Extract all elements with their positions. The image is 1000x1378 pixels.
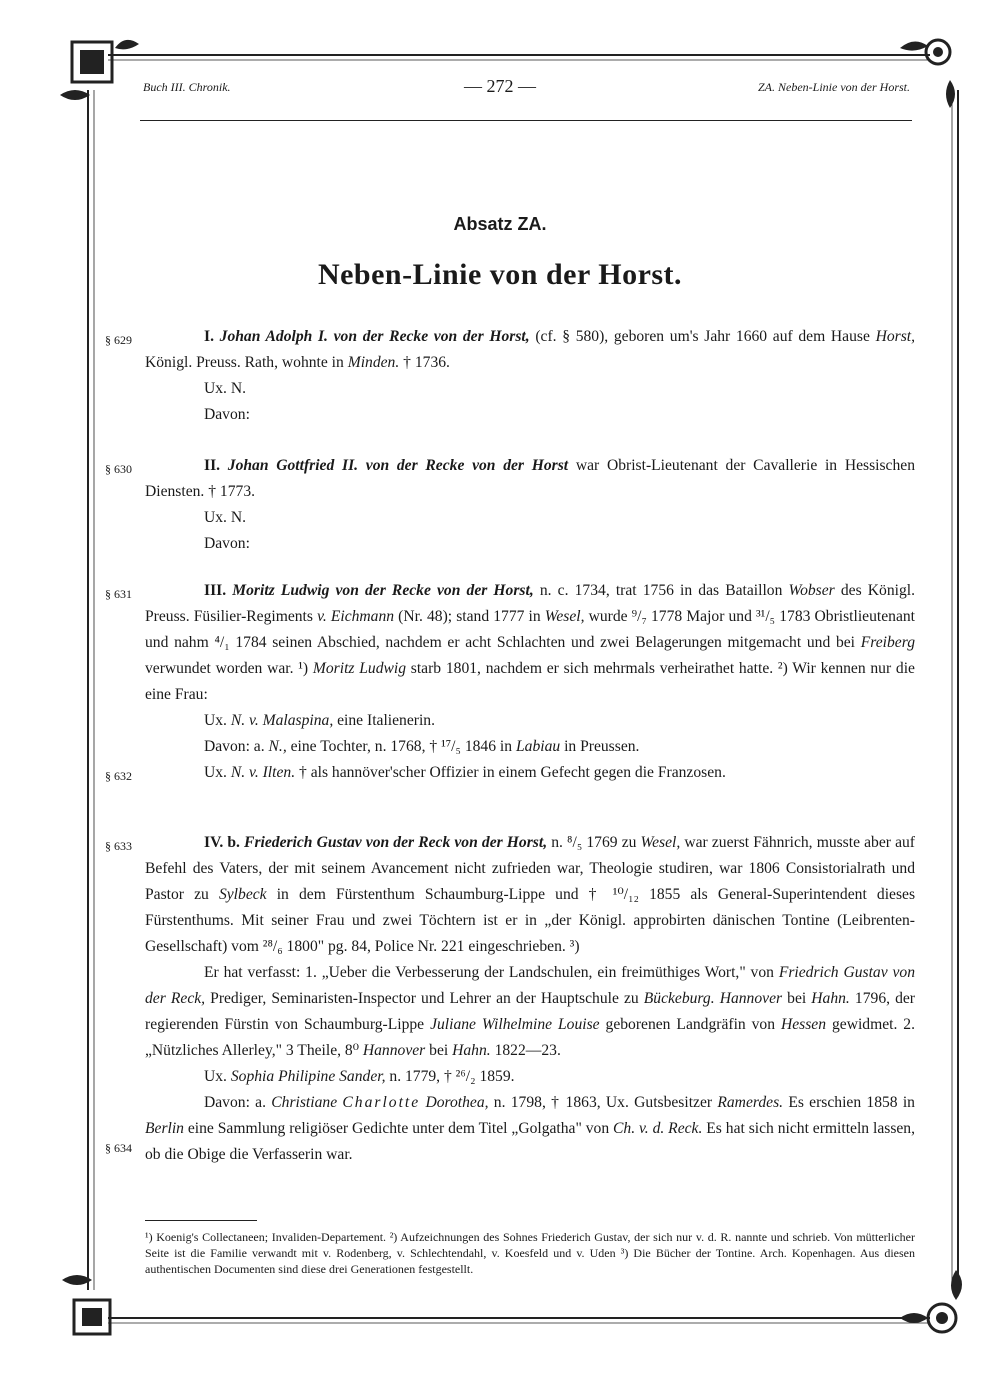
entry-631 <box>145 578 915 786</box>
entry-633 <box>145 830 915 1168</box>
entry-629-davon: Davon: <box>204 406 250 423</box>
section-marker-632: § 632 <box>105 769 132 783</box>
entry-630-spouse: Ux. N. <box>204 509 247 526</box>
person-name: Moritz Ludwig von der Recke von der Horst, <box>232 582 534 599</box>
person-name: Johan Adolph I. von der Recke von der Horst, <box>219 328 530 345</box>
section-marker-634: § 634 <box>105 1141 132 1155</box>
person-name: Johan Gottfried II. von der Recke von der Horst <box>227 457 569 474</box>
header-rule <box>140 120 912 121</box>
entry-629-text: I. Johan Adolph I. von der Recke von der Horst, (cf. § 580), geboren um's Jahr 1660 auf dem Hause Horst, Königl. Preuss. Rath, wohnte in Minden. † 1736. <box>145 328 916 371</box>
section-marker-630: § 630 <box>105 462 132 476</box>
entry-633-works: Er hat verfasst: 1. „Ueber die Verbesserung der Landschulen, ein freimüthiges Wort," von Friedrich Gustav von der Reck, Prediger, Seminaristen-Inspector und Lehrer an der Hauptschule zu Bückeburg. Hannover bei Hahn. 1796, der regierenden Fürstin von Schaumburg-Lippe Juliane Wilhelmine Louise geborenen Landgräfin von Hessen gewidmet. 2. „Nützliches Allerley," 3 Theile, 8⁰ Hannover bei Hahn. 1822—23. <box>145 964 916 1059</box>
corner-ornament-bottom-left <box>62 1275 110 1334</box>
section-marker-629: § 629 <box>105 333 132 347</box>
corner-ornament-top-right <box>900 40 955 108</box>
entry-629-spouse: Ux. N. <box>204 380 247 397</box>
entry-633-text: IV. b. Friederich Gustav von der Reck von der Horst, n. ⁸/₅ 1769 zu Wesel, war zuerst Fähnrich, musste aber auf Befehl des Vaters, der mit seinem Avancement nicht zufrieden war, Theologie studiren, war 1806 Consistorialrath und Pastor zu Sylbeck in dem Fürstenthum Schaumburg-Lippe und † ¹⁰/₁₂ 1855 als General-Superintendent dieses Fürstenthums. Mit seiner Frau und zwei Töchtern ist er in „der Königl. approbirten dänischen Tontine (Leibrenten-Gesellschaft) vom ²⁸/₆ 1800" pg. 84, Police Nr. 221 eingeschrieben. ³) <box>145 834 916 955</box>
person-name: Friederich Gustav von der Reck von der Horst, <box>244 834 548 851</box>
page-number: — 272 — <box>464 76 536 96</box>
entry-632-text: Davon: a. N., eine Tochter, n. 1768, † ¹⁷/₅ 1846 in Labiau in Preussen. <box>204 738 640 755</box>
entry-633-spouse: Ux. Sophia Philipine Sander, n. 1779, † ²⁶/₂ 1859. <box>204 1068 515 1085</box>
running-header-left: Buch III. Chronik. <box>143 80 231 94</box>
entry-630 <box>145 453 915 557</box>
page-title: Neben-Linie von der Horst. <box>317 258 683 291</box>
entry-631-text: III. Moritz Ludwig von der Recke von der Horst, n. c. 1734, trat 1756 in das Bataillon Wobser des Königl. Preuss. Füsilier-Regiments v. Eichmann (Nr. 48); stand 1777 in Wesel, wurde ⁹/₇ 1778 Major und ³¹/₅ 1783 Obristlieutenant und nahm ⁴/₁ 1784 seinen Abschied, nachdem er acht Schlachten und zwei Belagerungen mitgemacht und bei Freiberg verwundet worden war. ¹) Moritz Ludwig starb 1801, nachdem er sich mehrmals verheirathet hatte. ²) Wir kennen nur die eine Frau: <box>145 582 915 703</box>
entry-631-spouse: Ux. N. v. Malaspina, eine Italienerin. <box>204 712 435 729</box>
entry-634-text: Davon: a. Christiane Charlotte Dorothea, n. 1798, † 1863, Ux. Gutsbesitzer Ramerdes. Es erschien 1858 in Berlin eine Sammlung religiöser Gedichte unter dem Titel „Golgatha" von Ch. v. d. Reck. Es hat sich nicht ermitteln lassen, ob die Obige die Verfasserin war. <box>145 1094 916 1163</box>
running-header-right: ZA. Neben-Linie von der Horst. <box>758 80 910 94</box>
section-marker-631: § 631 <box>105 587 132 601</box>
footnote-rule <box>145 1220 257 1221</box>
entry-629 <box>145 324 915 428</box>
entry-630-text: II. Johan Gottfried II. von der Recke von der Horst war Obrist-Lieutenant der Cavallerie in Hessischen Diensten. † 1773. <box>145 457 915 500</box>
section-label: Absatz ZA. <box>453 214 547 234</box>
entry-630-davon: Davon: <box>204 535 250 552</box>
section-marker-633: § 633 <box>105 839 132 853</box>
entry-632-spouse: Ux. N. v. Ilten. † als hannöver'scher Offizier in einem Gefecht gegen die Franzosen. <box>204 764 726 781</box>
footnotes: ¹) Koenig's Collectaneen; Invaliden-Departement. ²) Aufzeichnungen des Sohnes Friederich Gustav, der sich nur v. d. R. nannte und schrieb. Von mütterlicher Seite ist die Familie verwandt mit v. Rodenberg, v. Schlechtendahl, v. Koesfeld und v. Uden ³) Die Bücher der Tontine. Arch. Kopenhagen. Aus diesen authentischen Documenten sind diese drei Generationen festgestellt. <box>145 1230 915 1276</box>
